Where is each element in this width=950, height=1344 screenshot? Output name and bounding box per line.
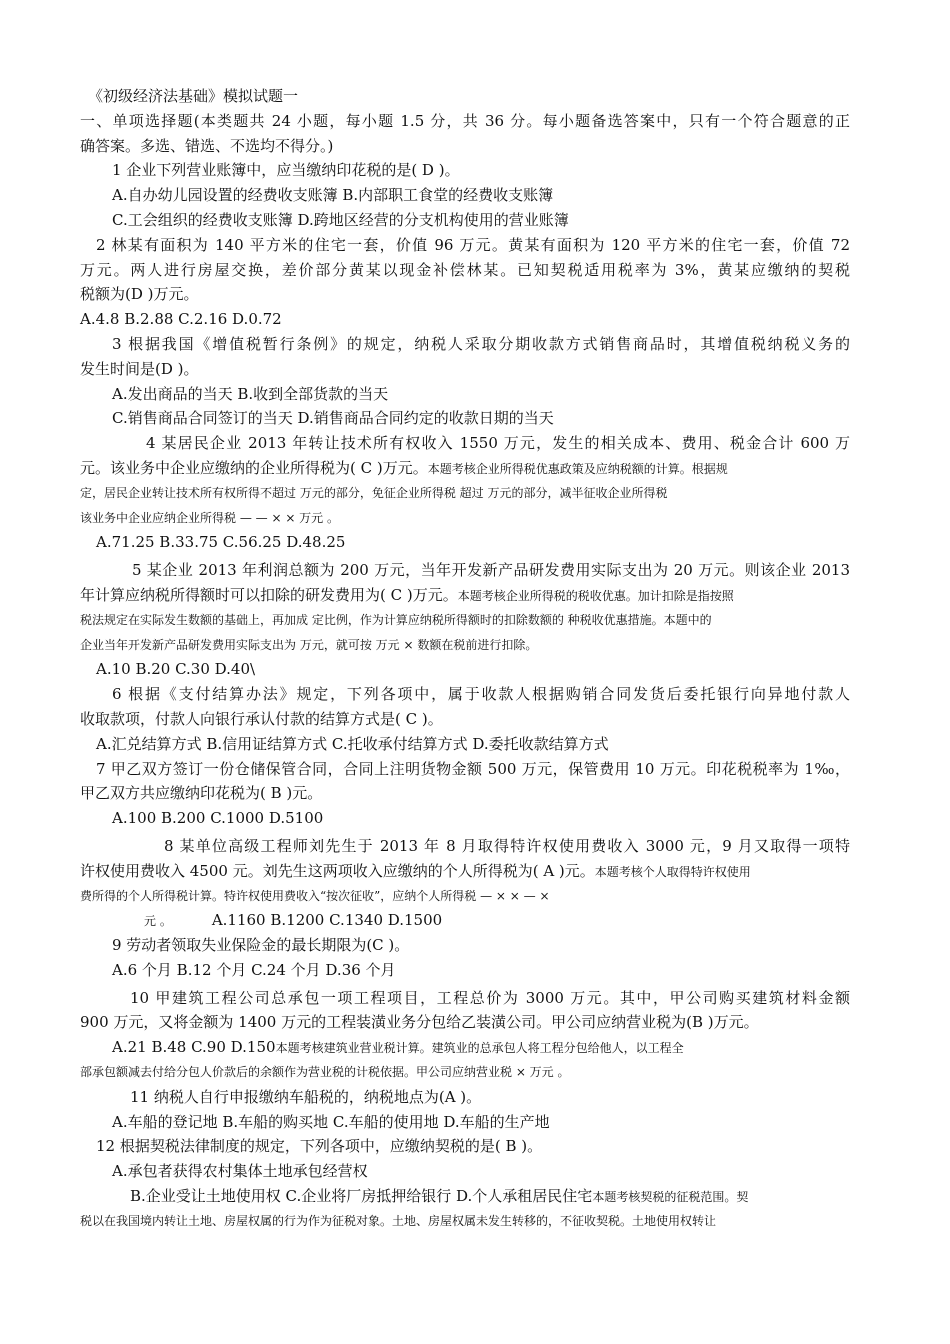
question-8-options (80, 908, 850, 933)
question-9-stem: 9 劳动者领取失业保险金的最长期限为(C )。 (112, 936, 410, 955)
question-3-options-cd: C.销售商品合同签订的当天 D.销售商品合同约定的收款日期的当天 (112, 409, 554, 428)
question-11-options: A.车船的登记地 B.车船的购买地 C.车船的使用地 D.车船的生产地 (112, 1112, 550, 1131)
question-10-stem-line1: 10 甲建筑工程公司总承包一项工程项目，工程总价为 3000 万元。其中，甲公司购买建筑材料金额 (130, 988, 850, 1007)
question-6-stem-line1: 6 根据《支付结算办法》规定，下列各项中，属于收款人根据购销合同发货后委托银行向异地付款人 (112, 685, 850, 704)
question-5-stem-text: 年计算应纳税所得额时可以扣除的研发费用为( C )万元。 (80, 585, 458, 604)
question-12-option-a: A.承包者获得农村集体土地承包经营权 (112, 1162, 368, 1181)
question-12-options-bcd: B.企业受让土地使用权 C.企业将厂房抵押给银行 D.个人承租居民住宅 (130, 1187, 593, 1206)
section-heading: 一、单项选择题(本类题共 24 小题，每小题 1.5 分，共 36 分。每小题备选答案中，只有一个符合题意的正 (80, 111, 850, 130)
question-1-options-cd: C.工会组织的经费收支账簿 D.跨地区经营的分支机构使用的营业账簿 (112, 210, 569, 229)
question-10-options: A.21 B.48 C.90 D.150 (112, 1038, 276, 1057)
question-8-stem-line1: 8 某单位高级工程师刘先生于 2013 年 8 月取得特许权使用费收入 3000 元，9 月又取得一项特 (164, 836, 850, 855)
question-8-options-text: A.1160 B.1200 C.1340 D.1500 (211, 911, 443, 930)
question-7-stem-line2: 甲乙双方共应缴纳印花税为( B )元。 (80, 784, 323, 803)
question-5-explanation-line3: 企业当年开发新产品研发费用实际支出为 万元，就可按 万元 × 数额在税前进行扣除。 (80, 637, 538, 652)
question-5-stem-line2 (80, 583, 850, 608)
question-8-explanation-line2: 费所得的个人所得税计算。特许权使用费收入“按次征收”，应纳个人所得税 — × × — × (80, 888, 550, 903)
question-3-options-ab: A.发出商品的当天 B.收到全部货款的当天 (112, 384, 389, 403)
question-4-explanation-line3: 该业务中企业应纳企业所得税 — — × × 万元 。 (80, 510, 339, 525)
question-12-explanation-start: 本题考核契税的征税范围。契 (592, 1190, 749, 1205)
question-4-options: A.71.25 B.33.75 C.56.25 D.48.25 (96, 533, 346, 552)
document-title: 《初级经济法基础》模拟试题一 (88, 87, 299, 105)
question-8-explanation-end: 元 。 (144, 914, 172, 929)
question-3-stem-line2: 发生时间是(D )。 (80, 359, 199, 378)
question-12-stem: 12 根据契税法律制度的规定，下列各项中，应缴纳契税的是( B )。 (96, 1137, 543, 1156)
question-9-options: A.6 个月 B.12 个月 C.24 个月 D.36 个月 (112, 960, 396, 979)
question-11-stem: 11 纳税人自行申报缴纳车船税的，纳税地点为(A )。 (130, 1087, 482, 1106)
question-4-explanation-start: 本题考核企业所得税优惠政策及应纳税额的计算。根据规 (427, 461, 728, 476)
section-instructions: 确答案。多选、错选、不选均不得分。) (80, 136, 334, 155)
question-10-explanation-line2: 部承包额减去付给分包人价款后的余额作为营业税的计税依据。甲公司应纳营业税 × 万元 。 (80, 1065, 570, 1080)
question-4-explanation-line2: 定，居民企业转让技术所有权所得不超过 万元的部分，免征企业所得税 超过 万元的部分，减半征收企业所得税 (80, 485, 668, 500)
document-page (80, 84, 850, 1234)
question-10-options-line (80, 1035, 850, 1060)
question-2-stem-line3: 税额为(D )万元。 (80, 285, 199, 304)
question-12-explanation-line2: 税以在我国境内转让土地、房屋权属的行为作为征税对象。土地、房屋权属未发生转移的，不征收契税。土地使用权转让 (80, 1213, 717, 1228)
question-8-stem-text: 许权使用费收入 4500 元。刘先生这两项收入应缴纳的个人所得税为( A )元。 (80, 861, 595, 880)
question-10-explanation-start: 本题考核建筑业营业税计算。建筑业的总承包人将工程分包给他人，以工程全 (275, 1041, 684, 1056)
question-7-options: A.100 B.200 C.1000 D.5100 (112, 809, 324, 828)
question-1-stem: 1 企业下列营业账簿中，应当缴纳印花税的是( D )。 (112, 161, 460, 180)
question-5-explanation-line2: 税法规定在实际发生数额的基础上，再加成 定比例，作为计算应纳税所得额时的扣除数额的 种税收优惠措施。本题中的 (80, 612, 712, 627)
question-7-stem-line1: 7 甲乙双方签订一份仓储保管合同，合同上注明货物金额 500 万元，保管费用 10 万元。印花税税率为 1‰， (96, 759, 850, 778)
question-6-stem-line2: 收取款项，付款人向银行承认付款的结算方式是( C )。 (80, 709, 443, 728)
question-5-options: A.10 B.20 C.30 D.40\ (96, 660, 256, 679)
question-12-options-line (80, 1184, 850, 1209)
question-4-stem-text: 元。该业务中企业应缴纳的企业所得税为( C )万元。 (80, 458, 428, 477)
question-2-options: A.4.8 B.2.88 C.2.16 D.0.72 (80, 310, 282, 329)
question-3-stem-line1: 3 根据我国《增值税暂行条例》的规定，纳税人采取分期收款方式销售商品时，其增值税纳税义务的 (112, 334, 850, 353)
question-4-stem-line1: 4 某居民企业 2013 年转让技术所有权收入 1550 万元，发生的相关成本、费用、税金合计 600 万 (146, 434, 850, 453)
question-8-explanation-start: 本题考核个人取得特许权使用 (594, 864, 751, 879)
question-5-stem-line1: 5 某企业 2013 年利润总额为 200 万元，当年开发新产品研发费用实际支出为 20 万元。则该企业 2013 (132, 561, 850, 580)
question-5-explanation-start: 本题考核企业所得税的税收优惠。加计扣除是指按照 (457, 588, 734, 603)
question-2-stem-line1: 2 林某有面积为 140 平方米的住宅一套，价值 96 万元。黄某有面积为 120 平方米的住宅一套，价值 72 (96, 235, 850, 254)
question-2-stem-line2: 万元。两人进行房屋交换，差价部分黄某以现金补偿林某。已知契税适用税率为 3%，黄某应缴纳的契税 (80, 260, 850, 279)
question-10-stem-line2: 900 万元，又将金额为 1400 万元的工程装潢业务分包给乙装潢公司。甲公司应纳营业税为(B )万元。 (80, 1013, 759, 1032)
question-6-options: A.汇兑结算方式 B.信用证结算方式 C.托收承付结算方式 D.委托收款结算方式 (96, 734, 609, 753)
question-4-stem-line2 (80, 456, 850, 481)
question-8-stem-line2 (80, 859, 850, 884)
question-1-options-ab: A.自办幼儿园设置的经费收支账簿 B.内部职工食堂的经费收支账簿 (112, 186, 554, 205)
